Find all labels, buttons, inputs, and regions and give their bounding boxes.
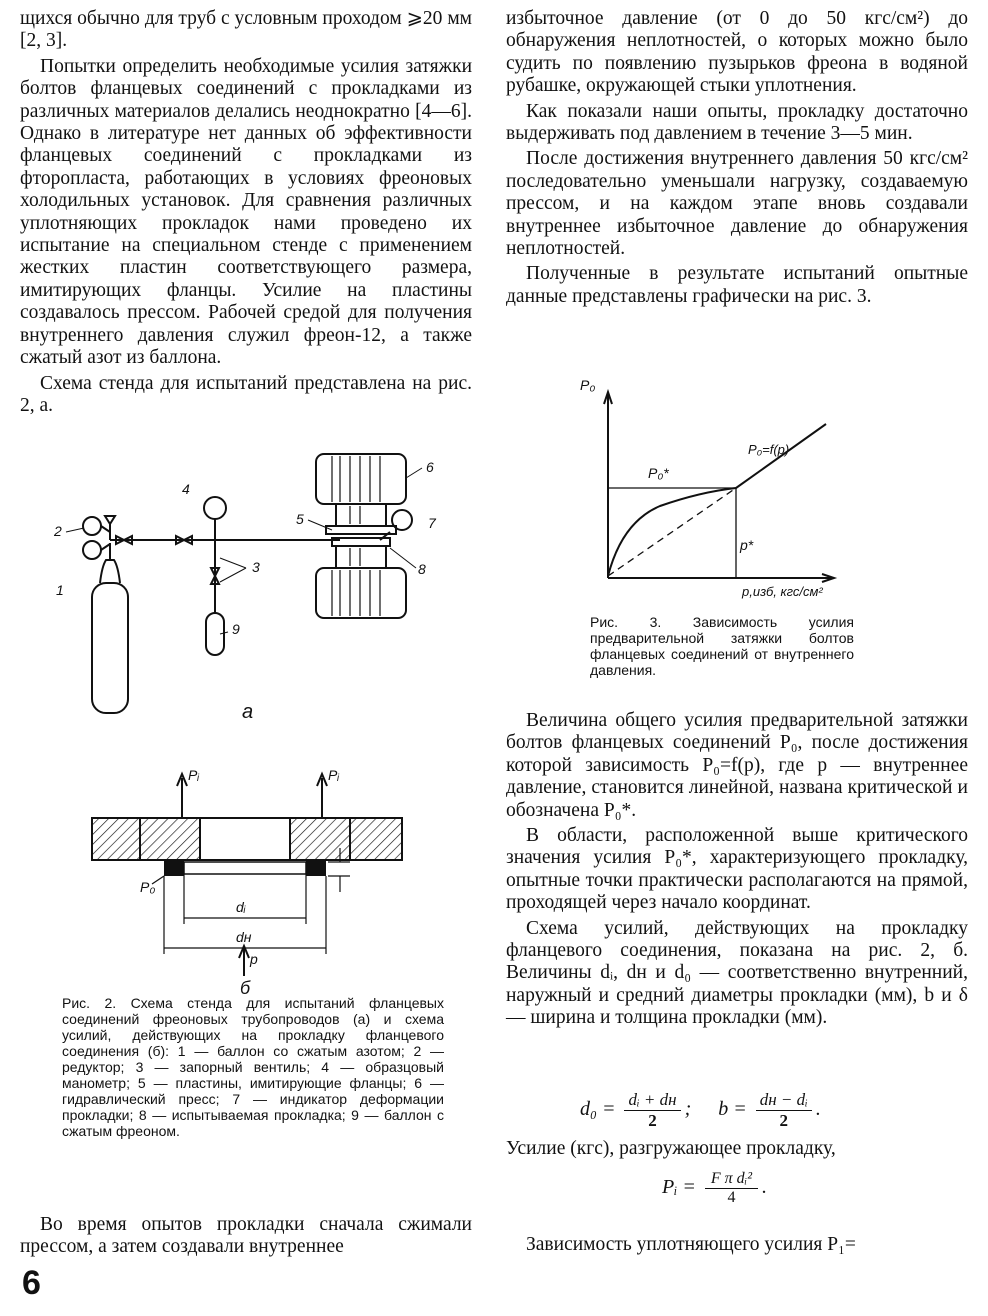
x-axis-label: p,изб, кгс/см² [742,584,823,599]
label-4: 4 [182,481,190,497]
formula-1: d₀ = dᵢ + dн 2 ; b = dн − dᵢ 2 . [580,1090,821,1130]
figure-3-chart [570,372,870,610]
paragraph: щихся обычно для труб с условным проходом ⩾20 мм [2, 3]. [20,8,472,52]
paragraph: Схема усилий, действующих на прокладку фланцевого соединения, показана на рис. 2, б. Величины dᵢ, dн и d₀ — соответственно внутренний, наружный и средний диаметры прокладки (мм), b и δ — ширина и толщина прокладки (мм). [506,917,968,1029]
right-column-p9 [506,1234,968,1256]
right-column-top [506,8,968,308]
paragraph: Зависимость уплотняющего усилия P₁= [526,1234,856,1255]
label-pi-left: Pᵢ [188,767,200,783]
label-pi-right: Pᵢ [328,767,340,783]
figure-3-caption: Рис. 3. Зависимость усилия предварительной затяжки болтов фланцевых соединений от внутреннего давления. [590,614,854,678]
label-2: 2 [54,523,62,539]
label-5: 5 [296,511,304,527]
label-1: 1 [56,582,64,598]
paragraph: Во время опытов прокладки сначала сжимали прессом, а затем создавали внутреннее [20,1214,472,1258]
p-star-label: p* [740,537,754,553]
label-3: 3 [252,559,260,575]
paragraph: После достижения внутреннего давления 50 кгс/см² последовательно уменьшали нагрузку, создаваемую прессом, и на каждом этапе вновь создавали внутреннее избыточное давление до обнаружения неплотностей. [506,148,968,260]
paragraph: Усилие (кгс), разгружающее прокладку, [506,1138,836,1159]
label-7: 7 [428,515,436,531]
label-9: 9 [232,621,240,637]
right-column-middle [506,710,968,1030]
paragraph: Попытки определить необходимые усилия затяжки болтов фланцевых соединений с прокладками из различных материалов делались неоднократно [4—6]. Однако в литературе нет данных об эффективности фланцевых соединений с прокладками из фторопласта, работающих в условиях фреоновых холодильных установок. Для сравнения различных уплотняющих прокладок нами проведено их испытание на специальном стенде с применением жестких пластин соответствующего размера, имитирующих фланцы. Усилие на пластины создавалось прессом. Рабочей средой для получения внутреннего давления служил фреон-12, а также сжатый азот из баллона. [20,55,472,369]
figure-2-caption [62,995,444,1139]
right-column-p8 [506,1138,968,1160]
formula-2: Pᵢ = $\frac{\text{F π dᵢ²}}{4}$ . [662,1170,768,1206]
label-b: б [240,978,251,998]
paragraph: Величина общего усилия предварительной затяжки болтов фланцевых соединений P₀, после достижения которой зависимость P₀=f(p), где p — внутреннее давление, становится линейной, названа критической и обозначена P₀*. [506,710,968,821]
paragraph: Полученные в результате испытаний опытные данные представлены графически на рис. 3. [506,263,968,307]
curve-label: P₀=f(p) [748,442,790,457]
left-column-bottom [20,1214,472,1259]
figure-2 [40,448,460,998]
label-di: dᵢ [236,899,246,915]
page-number: 6 [22,1264,41,1302]
paragraph: В области, расположенной выше критического значения усилия P₀*, характеризующего прокладку, опытные точки практически располагаются на прямой, проходящей через начало координат. [506,825,968,914]
p0-star-label: P₀* [648,465,669,481]
caption-legend: 1 — баллон со сжатым азотом; 2 — редуктор; 3 — запорный вентиль; 4 — образцовый манометр; 5 — пластины, имитирующие фланцы; 6 — гидравлический пресс; 7 — индикатор деформации прокладки; 8 — испытываемая прокладка; 9 — баллон с сжатым фреоном. [62,1043,445,1139]
y-axis-label: P₀ [580,377,596,393]
label-p0: P₀ [140,879,156,895]
label-8: 8 [418,561,426,577]
label-a: а [242,701,254,723]
left-column-top [20,8,472,417]
paragraph: избыточное давление (от 0 до 50 кгс/см²) до обнаружения неплотностей, о которых можно было судить по появлению пузырьков фреона в водяной рубашке, окружающей стыки уплотнения. [506,8,968,97]
paragraph: Как показали наши опыты, прокладку достаточно выдерживать под давлением в течение 3—5 мин. [506,100,968,145]
label-6: 6 [426,459,434,475]
cylinder-1 [92,583,128,713]
label-dn: dн [236,929,252,945]
label-p: p [250,951,258,967]
caption-title: Рис. 2. Схема стенда для испытаний фланцевых соединений фреоновых трубопроводов (а) и схема усилий, действующих на прокладку фланцевого соединения (б): [62,995,444,1059]
paragraph: Схема стенда для испытаний представлена на рис. 2, а. [20,372,472,416]
